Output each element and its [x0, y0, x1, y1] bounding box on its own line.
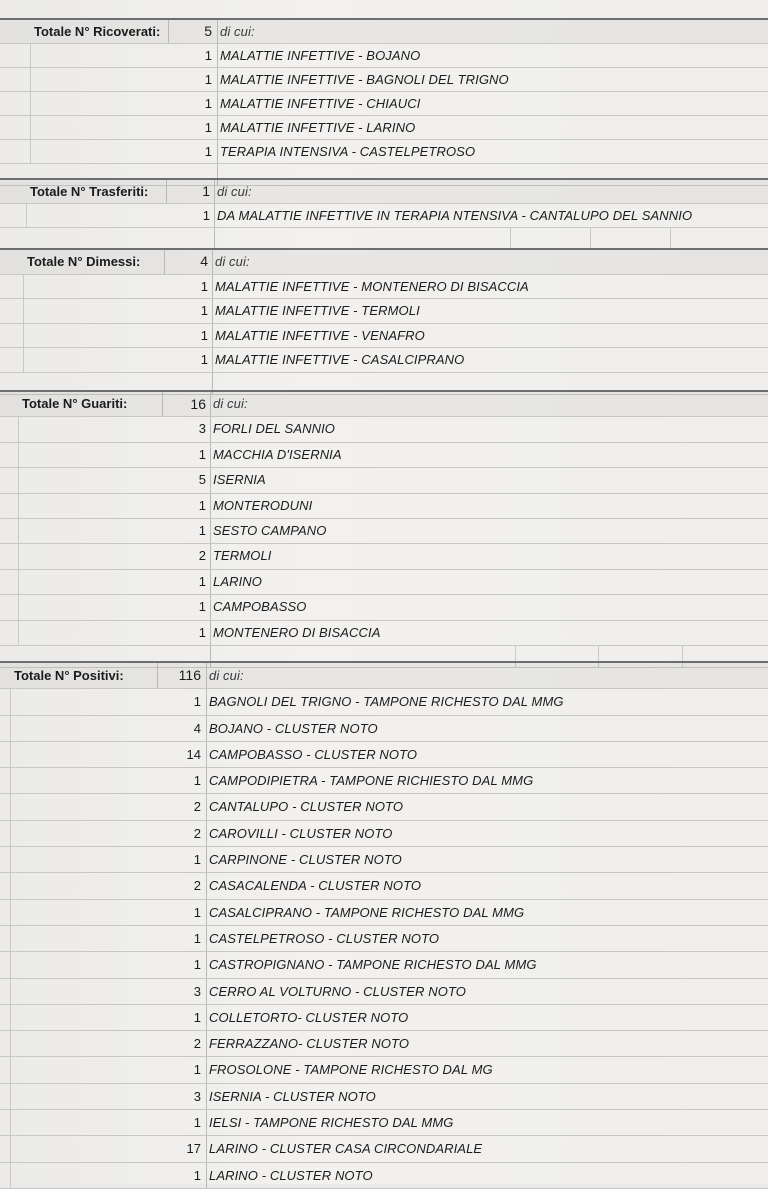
row-count: 1: [200, 352, 208, 367]
row-description: FERRAZZANO- CLUSTER NOTO: [209, 1036, 410, 1052]
table-row: [0, 768, 768, 794]
table-row: [0, 1031, 768, 1057]
row-description: FORLI DEL SANNIO: [213, 421, 336, 437]
column-divider: [10, 821, 11, 846]
column-divider: [217, 20, 218, 43]
column-divider: [10, 1057, 11, 1082]
column-divider: [206, 873, 207, 898]
column-divider: [18, 519, 19, 543]
row-count: 1: [193, 1115, 201, 1131]
row-description: CAMPODIPIETRA - TAMPONE RICHIESTO DAL MMG: [209, 773, 534, 789]
column-divider: [30, 44, 31, 67]
column-divider: [18, 443, 19, 467]
row-description: CASACALENDA - CLUSTER NOTO: [209, 878, 422, 894]
row-description: LARINO - CLUSTER CASA CIRCONDARIALE: [209, 1141, 483, 1157]
column-divider: [210, 595, 211, 619]
row-count: 1: [204, 96, 212, 111]
row-description: TERAPIA INTENSIVA - CASTELPETROSO: [220, 144, 476, 159]
blank-row: [0, 228, 768, 250]
row-description: MONTERODUNI: [213, 497, 313, 513]
row-count: 3: [193, 983, 201, 999]
table-row: [0, 116, 768, 140]
row-count: 1: [198, 624, 206, 640]
column-divider: [30, 116, 31, 139]
row-count: 1: [193, 694, 201, 710]
row-count: 1: [193, 930, 201, 946]
column-divider: [206, 1110, 207, 1135]
row-count: 2: [193, 799, 201, 815]
column-divider: [217, 140, 218, 163]
column-divider: [212, 250, 213, 274]
column-divider: [18, 621, 19, 645]
table-row: [0, 324, 768, 349]
column-divider: [214, 204, 215, 227]
row-description: CARPINONE - CLUSTER NOTO: [209, 852, 402, 868]
row-count: 1: [198, 522, 206, 538]
section-total: 116: [178, 667, 201, 683]
row-count: 1: [204, 48, 212, 63]
column-divider: [18, 595, 19, 619]
row-description: SESTO CAMPANO: [213, 522, 327, 538]
row-count: 14: [186, 746, 201, 762]
column-divider: [206, 952, 207, 977]
table-row: [0, 494, 768, 519]
di-cui-label: di cui:: [213, 396, 248, 411]
column-divider: [206, 847, 207, 872]
row-description: ISERNIA - CLUSTER NOTO: [209, 1088, 376, 1104]
table-row: [0, 1005, 768, 1031]
row-count: 4: [193, 720, 201, 736]
row-count: 1: [198, 497, 206, 513]
di-cui-label: di cui:: [209, 668, 244, 683]
cell-divider: [670, 228, 671, 249]
row-description: CANTALUPO - CLUSTER NOTO: [209, 799, 404, 815]
column-divider: [10, 742, 11, 767]
row-count: 1: [198, 599, 206, 615]
column-divider: [164, 250, 165, 274]
column-divider: [214, 180, 215, 203]
table-row: [0, 621, 768, 646]
column-divider: [210, 519, 211, 543]
di-cui-label: di cui:: [217, 184, 252, 199]
row-count: 1: [204, 120, 212, 135]
column-divider: [206, 794, 207, 819]
section-total: 1: [202, 183, 210, 199]
row-description: TERMOLI: [213, 548, 272, 564]
section-header-row: [0, 390, 768, 417]
table-row: [0, 847, 768, 873]
column-divider: [206, 1057, 207, 1082]
row-description: CERRO AL VOLTURNO - CLUSTER NOTO: [209, 983, 466, 999]
section-3: [0, 390, 768, 668]
column-divider: [212, 275, 213, 299]
row-count: 1: [202, 208, 210, 223]
row-count: 1: [193, 904, 201, 920]
section-1: [0, 178, 768, 250]
column-divider: [30, 140, 31, 163]
table-row: [0, 1163, 768, 1189]
table-row: [0, 44, 768, 68]
column-divider: [10, 1110, 11, 1135]
row-description: MONTENERO DI BISACCIA: [213, 624, 381, 640]
column-divider: [18, 570, 19, 594]
table-row: [0, 1057, 768, 1083]
table-row: [0, 952, 768, 978]
row-count: 17: [186, 1141, 201, 1157]
row-description: BAGNOLI DEL TRIGNO - TAMPONE RICHESTO DAL MMG: [209, 694, 564, 710]
table-row: [0, 204, 768, 228]
section-2: [0, 248, 768, 395]
column-divider: [206, 979, 207, 1004]
column-divider: [206, 1084, 207, 1109]
column-divider: [212, 299, 213, 323]
row-count: 1: [200, 278, 208, 294]
row-description: BOJANO - CLUSTER NOTO: [209, 720, 378, 736]
row-count: 2: [198, 548, 206, 564]
row-description: CAMPOBASSO - CLUSTER NOTO: [209, 746, 418, 762]
column-divider: [10, 873, 11, 898]
column-divider: [23, 275, 24, 299]
table-row: [0, 275, 768, 300]
row-description: MALATTIE INFETTIVE - TERMOLI: [215, 303, 420, 318]
column-divider: [210, 544, 211, 568]
section-header-row: [0, 18, 768, 44]
table-row: [0, 519, 768, 544]
table-row: [0, 1084, 768, 1110]
section-header-row: [0, 248, 768, 275]
row-count: 1: [193, 1167, 201, 1183]
row-description: CASTROPIGNANO - TAMPONE RICHESTO DAL MMG: [209, 957, 537, 973]
row-description: MALATTIE INFETTIVE - CASALCIPRANO: [215, 352, 465, 367]
row-description: IELSI - TAMPONE RICHESTO DAL MMG: [209, 1115, 454, 1131]
row-count: 1: [200, 303, 208, 318]
table-row: [0, 443, 768, 468]
top-border: [0, 0, 768, 19]
column-divider: [210, 621, 211, 645]
di-cui-label: di cui:: [215, 254, 250, 269]
column-divider: [217, 44, 218, 67]
table-row: [0, 1136, 768, 1162]
column-divider: [206, 821, 207, 846]
column-divider: [166, 180, 167, 203]
table-row: [0, 140, 768, 164]
table-row: [0, 926, 768, 952]
column-divider: [23, 348, 24, 372]
table-row: [0, 689, 768, 715]
row-description: MALATTIE INFETTIVE - BOJANO: [220, 48, 421, 63]
section-total: 4: [200, 253, 208, 269]
column-divider: [10, 847, 11, 872]
row-count: 1: [198, 573, 206, 589]
table-row: [0, 742, 768, 768]
column-divider: [10, 716, 11, 741]
column-divider: [10, 1005, 11, 1030]
column-divider: [10, 952, 11, 977]
column-divider: [210, 468, 211, 492]
row-description: COLLETORTO- CLUSTER NOTO: [209, 1009, 409, 1025]
column-divider: [18, 494, 19, 518]
column-divider: [206, 768, 207, 793]
column-divider: [10, 926, 11, 951]
column-divider: [210, 417, 211, 441]
row-count: 1: [204, 144, 212, 159]
table-row: [0, 299, 768, 324]
row-description: DA MALATTIE INFETTIVE IN TERAPIA NTENSIVA - CANTALUPO DEL SANNIO: [217, 208, 693, 223]
section-header-row: [0, 178, 768, 204]
column-divider: [10, 1136, 11, 1161]
row-count: 3: [198, 421, 206, 437]
column-divider: [18, 544, 19, 568]
column-divider: [162, 392, 163, 416]
column-divider: [206, 926, 207, 951]
row-description: CAMPOBASSO: [213, 599, 307, 615]
column-divider: [10, 900, 11, 925]
column-divider: [206, 900, 207, 925]
table-row: [0, 873, 768, 899]
column-divider: [10, 1084, 11, 1109]
table-row: [0, 348, 768, 373]
row-description: MALATTIE INFETTIVE - MONTENERO DI BISACCIA: [215, 278, 529, 294]
column-divider: [30, 92, 31, 115]
table-row: [0, 821, 768, 847]
column-divider: [214, 228, 215, 249]
section-header-row: [0, 661, 768, 689]
row-count: 2: [193, 878, 201, 894]
column-divider: [26, 204, 27, 227]
cell-divider: [510, 228, 511, 249]
section-label: Totale N° Dimessi:: [27, 254, 141, 269]
column-divider: [30, 68, 31, 91]
row-description: MACCHIA D'ISERNIA: [213, 446, 342, 462]
column-divider: [206, 1005, 207, 1030]
column-divider: [206, 716, 207, 741]
table-row: [0, 900, 768, 926]
section-total: 16: [190, 396, 206, 412]
column-divider: [10, 768, 11, 793]
column-divider: [210, 570, 211, 594]
column-divider: [206, 742, 207, 767]
cell-divider: [590, 228, 591, 249]
column-divider: [217, 92, 218, 115]
row-count: 2: [193, 825, 201, 841]
column-divider: [10, 794, 11, 819]
column-divider: [18, 417, 19, 441]
column-divider: [23, 324, 24, 348]
row-description: MALATTIE INFETTIVE - VENAFRO: [215, 327, 425, 343]
di-cui-label: di cui:: [220, 24, 255, 39]
row-count: 1: [200, 327, 208, 343]
column-divider: [210, 392, 211, 416]
row-count: 1: [193, 1009, 201, 1025]
table-row: [0, 570, 768, 595]
row-count: 1: [193, 957, 201, 973]
column-divider: [10, 1031, 11, 1056]
section-label: Totale N° Ricoverati:: [34, 24, 161, 39]
row-description: MALATTIE INFETTIVE - CHIAUCI: [220, 96, 421, 111]
table-row: [0, 716, 768, 742]
table-row: [0, 595, 768, 620]
row-count: 2: [193, 1036, 201, 1052]
column-divider: [206, 1031, 207, 1056]
column-divider: [217, 68, 218, 91]
column-divider: [18, 468, 19, 492]
column-divider: [10, 689, 11, 714]
table-row: [0, 92, 768, 116]
row-description: CASTELPETROSO - CLUSTER NOTO: [209, 930, 440, 946]
column-divider: [10, 979, 11, 1004]
column-divider: [210, 443, 211, 467]
column-divider: [206, 1163, 207, 1188]
column-divider: [212, 324, 213, 348]
section-label: Totale N° Positivi:: [14, 668, 124, 683]
table-row: [0, 1110, 768, 1136]
section-label: Totale N° Trasferiti:: [30, 184, 149, 199]
row-description: MALATTIE INFETTIVE - LARINO: [220, 120, 416, 135]
column-divider: [217, 116, 218, 139]
row-count: 5: [198, 472, 206, 488]
table-row: [0, 979, 768, 1005]
row-description: ISERNIA: [213, 472, 266, 488]
table-row: [0, 68, 768, 92]
table-row: [0, 794, 768, 820]
column-divider: [23, 299, 24, 323]
column-divider: [206, 689, 207, 714]
column-divider: [10, 1163, 11, 1188]
row-count: 1: [193, 1062, 201, 1078]
column-divider: [168, 20, 169, 43]
row-count: 1: [198, 446, 206, 462]
column-divider: [210, 494, 211, 518]
row-description: LARINO - CLUSTER NOTO: [209, 1167, 373, 1183]
table-row: [0, 417, 768, 442]
row-count: 3: [193, 1088, 201, 1104]
column-divider: [212, 348, 213, 372]
section-4: [0, 661, 768, 1189]
column-divider: [157, 663, 158, 688]
row-count: 1: [204, 72, 212, 87]
column-divider: [206, 1136, 207, 1161]
row-description: CAROVILLI - CLUSTER NOTO: [209, 825, 393, 841]
section-label: Totale N° Guariti:: [22, 396, 128, 411]
section-total: 5: [204, 23, 212, 39]
row-count: 1: [193, 773, 201, 789]
row-description: FROSOLONE - TAMPONE RICHESTO DAL MG: [209, 1062, 493, 1078]
table-row: [0, 544, 768, 569]
row-count: 1: [193, 852, 201, 868]
row-description: CASALCIPRANO - TAMPONE RICHESTO DAL MMG: [209, 904, 525, 920]
row-description: LARINO: [213, 573, 263, 589]
column-divider: [206, 663, 207, 688]
section-0: [0, 18, 768, 186]
table-row: [0, 468, 768, 493]
row-description: MALATTIE INFETTIVE - BAGNOLI DEL TRIGNO: [220, 72, 509, 87]
